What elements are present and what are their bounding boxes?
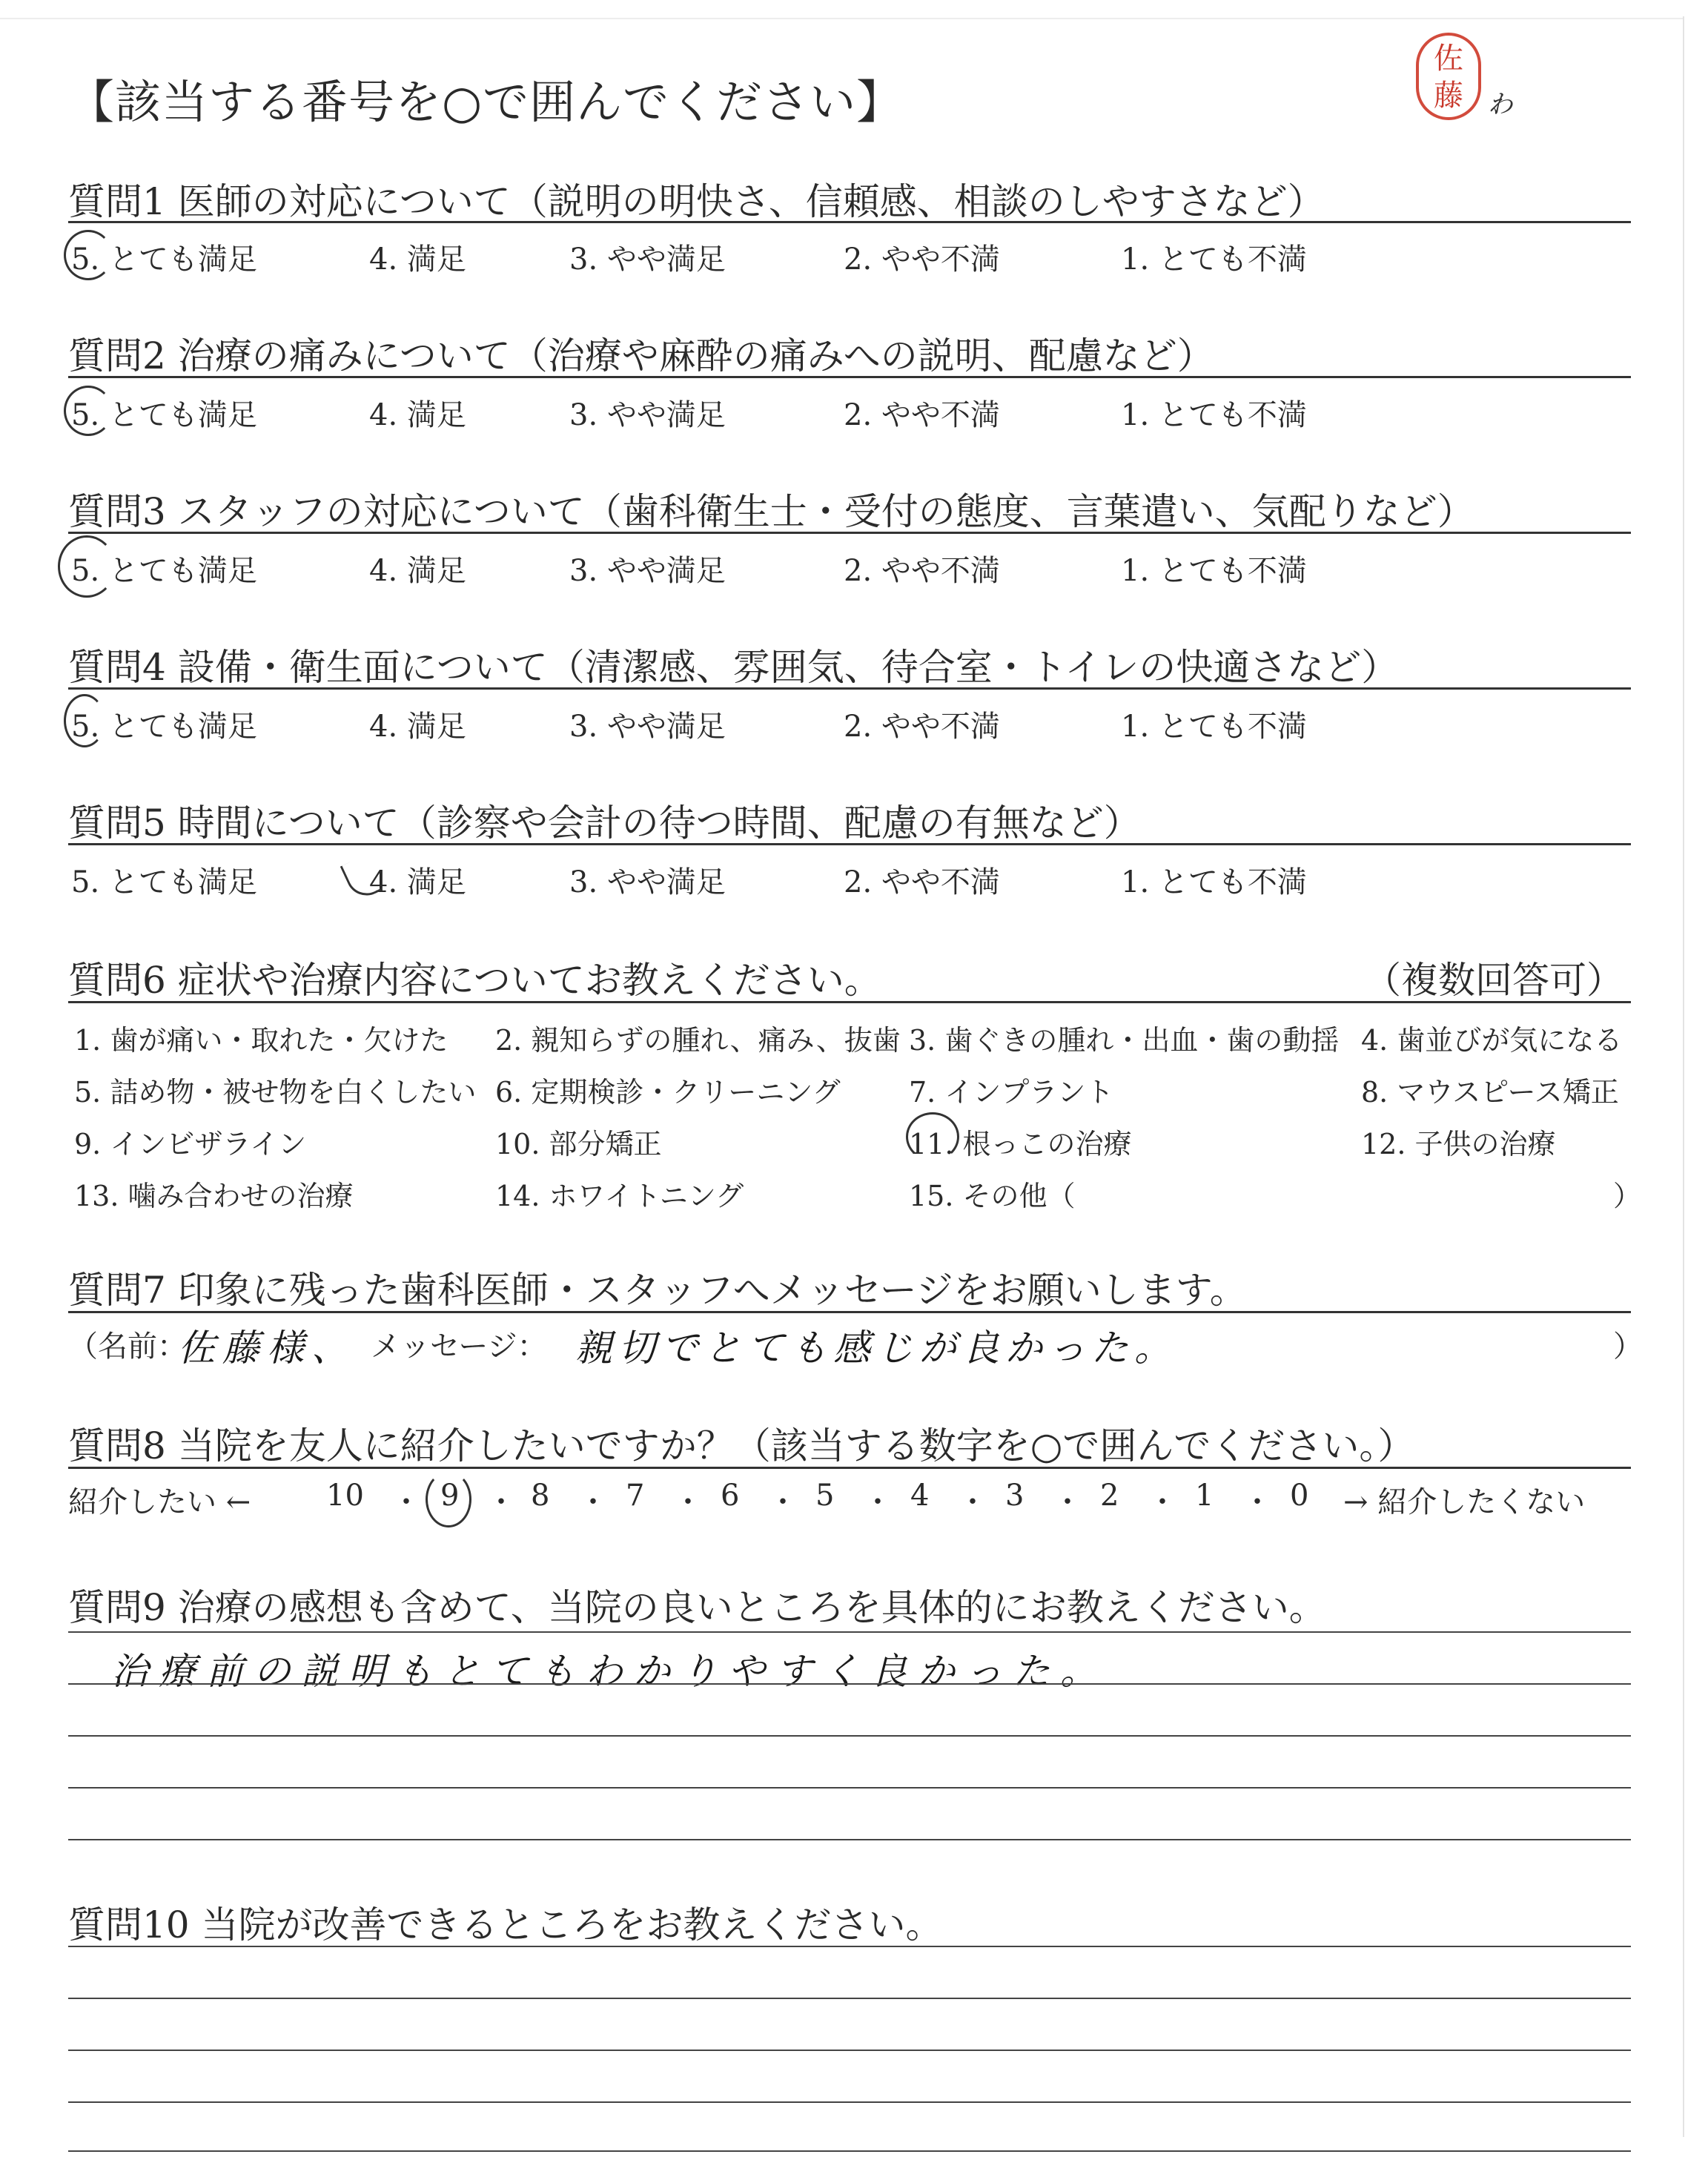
q9-line-1	[68, 1631, 1631, 1633]
q7-close-paren: ）	[1613, 1330, 1643, 1364]
q5-option-4[interactable]: 4. 満足	[369, 865, 466, 899]
q6-note: （複数回答可）	[1364, 959, 1623, 1002]
q3-option-4[interactable]: 4. 満足	[369, 554, 466, 588]
q6-item-7[interactable]: 7. インプラント	[909, 1076, 1114, 1109]
q4-option-5[interactable]: 5. とても満足	[71, 710, 257, 744]
q3-selection-circle	[58, 535, 116, 598]
q5-option-1[interactable]: 1. とても不満	[1121, 865, 1307, 899]
q2-heading: 質問2 治療の痛みについて（治療や麻酔の痛みへの説明、配慮など）	[68, 334, 1214, 377]
q6-item-3[interactable]: 3. 歯ぐきの腫れ・出血・歯の動揺	[909, 1024, 1340, 1057]
q9-heading: 質問9 治療の感想も含めて、当院の良いところを具体的にお教えください。	[68, 1586, 1326, 1629]
q2-option-4[interactable]: 4. 満足	[369, 398, 466, 432]
q10-line-4	[68, 2101, 1631, 2103]
seal-handwritten-mark: ゎ	[1484, 82, 1517, 120]
q6-selection-circle	[906, 1112, 959, 1161]
q8-dot: ・	[768, 1485, 798, 1519]
q2-option-5[interactable]: 5. とても満足	[71, 398, 257, 432]
q2-option-1[interactable]: 1. とても不満	[1121, 398, 1307, 432]
q1-option-2[interactable]: 2. やや不満	[844, 242, 1000, 277]
q8-scale-0[interactable]: 0	[1290, 1479, 1309, 1513]
q6-item-12[interactable]: 12. 子供の治療	[1361, 1128, 1556, 1160]
q1-heading: 質問1 医師の対応について（説明の明快さ、信頼感、相談のしやすさなど）	[68, 180, 1325, 223]
q8-dot: ・	[1053, 1485, 1082, 1519]
q6-item-9[interactable]: 9. インビザライン	[74, 1128, 307, 1160]
q8-scale-10[interactable]: 10	[326, 1479, 364, 1513]
q8-scale-4[interactable]: 4	[910, 1479, 930, 1513]
page-title: 【該当する番号を○で囲んでください】	[68, 75, 904, 129]
q7-name-value[interactable]: 佐藤様、	[178, 1327, 356, 1370]
q1-selection-circle	[64, 230, 113, 280]
q8-dot: ・	[1242, 1485, 1272, 1519]
q6-item-4[interactable]: 4. 歯並びが気になる	[1361, 1024, 1623, 1057]
q1-rule	[68, 221, 1631, 223]
q4-option-2[interactable]: 2. やや不満	[844, 710, 1000, 744]
name-seal-stamp	[1416, 33, 1481, 120]
q5-heading: 質問5 時間について（診察や会計の待つ時間、配慮の有無など）	[68, 802, 1141, 845]
scan-edge-top	[0, 18, 1683, 19]
q8-scale-8[interactable]: 8	[531, 1479, 550, 1513]
q6-item-8[interactable]: 8. マウスピース矯正	[1361, 1076, 1619, 1109]
q10-line-1	[68, 1946, 1631, 1947]
q5-option-5[interactable]: 5. とても満足	[71, 865, 257, 899]
q8-scale-7[interactable]: 7	[626, 1479, 645, 1513]
q8-dot: ・	[958, 1485, 987, 1519]
q8-dot: ・	[391, 1485, 421, 1519]
seal-char-bottom: 藤	[1434, 79, 1463, 113]
q8-dot: ・	[1148, 1485, 1177, 1519]
q9-line-3	[68, 1735, 1631, 1737]
q7-rule	[68, 1311, 1631, 1313]
q2-selection-circle	[64, 386, 113, 436]
q7-heading: 質問7 印象に残った歯科医師・スタッフへメッセージをお願いします。	[68, 1269, 1247, 1312]
q4-rule	[68, 687, 1631, 690]
q10-line-3	[68, 2050, 1631, 2051]
q6-item-1[interactable]: 1. 歯が痛い・取れた・欠けた	[74, 1024, 448, 1057]
q5-rule	[68, 843, 1631, 845]
q8-left-label: 紹介したい ←	[68, 1485, 251, 1519]
q8-scale-9[interactable]: 9	[440, 1479, 460, 1513]
q8-rule	[68, 1467, 1631, 1469]
q6-item-6[interactable]: 6. 定期検診・クリーニング	[495, 1076, 841, 1109]
q3-option-5[interactable]: 5. とても満足	[71, 554, 257, 588]
q10-line-2	[68, 1998, 1631, 1999]
q8-dot: ・	[673, 1485, 703, 1519]
q6-item-15[interactable]: 15. その他（	[909, 1180, 1076, 1212]
q8-dot: ・	[578, 1485, 608, 1519]
scan-edge-right	[1683, 16, 1684, 2137]
q2-rule	[68, 376, 1631, 378]
q2-option-3[interactable]: 3. やや満足	[569, 398, 726, 432]
q3-option-3[interactable]: 3. やや満足	[569, 554, 726, 588]
q4-selection-circle	[64, 694, 105, 747]
q6-item-10[interactable]: 10. 部分矯正	[495, 1128, 662, 1160]
q7-message-label: メッセージ：	[371, 1330, 547, 1364]
q8-scale-3[interactable]: 3	[1005, 1479, 1025, 1513]
q6-heading: 質問6 症状や治療内容についてお教えください。	[68, 959, 881, 1002]
q8-scale-1[interactable]: 1	[1195, 1479, 1214, 1513]
q3-rule	[68, 532, 1631, 534]
q6-rule	[68, 1001, 1631, 1003]
q9-line-4	[68, 1787, 1631, 1789]
q7-message-value[interactable]: 親切でとても感じが良かった。	[575, 1327, 1177, 1370]
q8-selection-circle	[426, 1471, 471, 1527]
q6-item-13[interactable]: 13. 噛み合わせの治療	[74, 1180, 354, 1212]
q7-name-label: （名前：	[68, 1330, 187, 1364]
q4-option-1[interactable]: 1. とても不満	[1121, 710, 1307, 744]
q6-item-14[interactable]: 14. ホワイトニング	[495, 1180, 744, 1212]
q5-option-2[interactable]: 2. やや不満	[844, 865, 1000, 899]
q5-option-3[interactable]: 3. やや満足	[569, 865, 726, 899]
q6-item-15-close: ）	[1613, 1180, 1642, 1212]
q9-answer[interactable]: 治療前の説明もとてもわかりやすく良かった。	[111, 1650, 1108, 1693]
seal-char-top: 佐	[1434, 42, 1463, 76]
q3-option-2[interactable]: 2. やや不満	[844, 554, 1000, 588]
q9-line-5	[68, 1839, 1631, 1840]
q8-dot: ・	[863, 1485, 893, 1519]
q8-scale-5[interactable]: 5	[815, 1479, 835, 1513]
q1-option-4[interactable]: 4. 満足	[369, 242, 466, 277]
q10-heading: 質問10 当院が改善できるところをお教えください。	[68, 1903, 943, 1946]
q6-item-2[interactable]: 2. 親知らずの腫れ、痛み、抜歯	[495, 1024, 901, 1057]
q6-item-11[interactable]: 11. 根っこの治療	[909, 1128, 1132, 1160]
q8-scale-6[interactable]: 6	[721, 1479, 740, 1513]
q4-option-3[interactable]: 3. やや満足	[569, 710, 726, 744]
q1-option-5[interactable]: 5. とても満足	[71, 242, 257, 277]
q3-option-1[interactable]: 1. とても不満	[1121, 554, 1307, 588]
q1-option-1[interactable]: 1. とても不満	[1121, 242, 1307, 277]
q10-line-5	[68, 2150, 1631, 2152]
q2-option-2[interactable]: 2. やや不満	[844, 398, 1000, 432]
q4-option-4[interactable]: 4. 満足	[369, 710, 466, 744]
q4-heading: 質問4 設備・衛生面について（清潔感、雰囲気、待合室・トイレの快適さなど）	[68, 646, 1399, 689]
q8-scale-2[interactable]: 2	[1100, 1479, 1119, 1513]
q1-option-3[interactable]: 3. やや満足	[569, 242, 726, 277]
q8-heading: 質問8 当院を友人に紹介したいですか？（該当する数字を○で囲んでください。）	[68, 1424, 1415, 1467]
q8-dot: ・	[486, 1485, 516, 1519]
q9-line-2	[68, 1683, 1631, 1685]
q6-item-5[interactable]: 5. 詰め物・被せ物を白くしたい	[74, 1076, 477, 1109]
q3-heading: 質問3 スタッフの対応について（歯科衛生士・受付の態度、言葉遣い、気配りなど）	[68, 490, 1474, 533]
q8-right-label: → 紹介したくない	[1343, 1485, 1586, 1519]
